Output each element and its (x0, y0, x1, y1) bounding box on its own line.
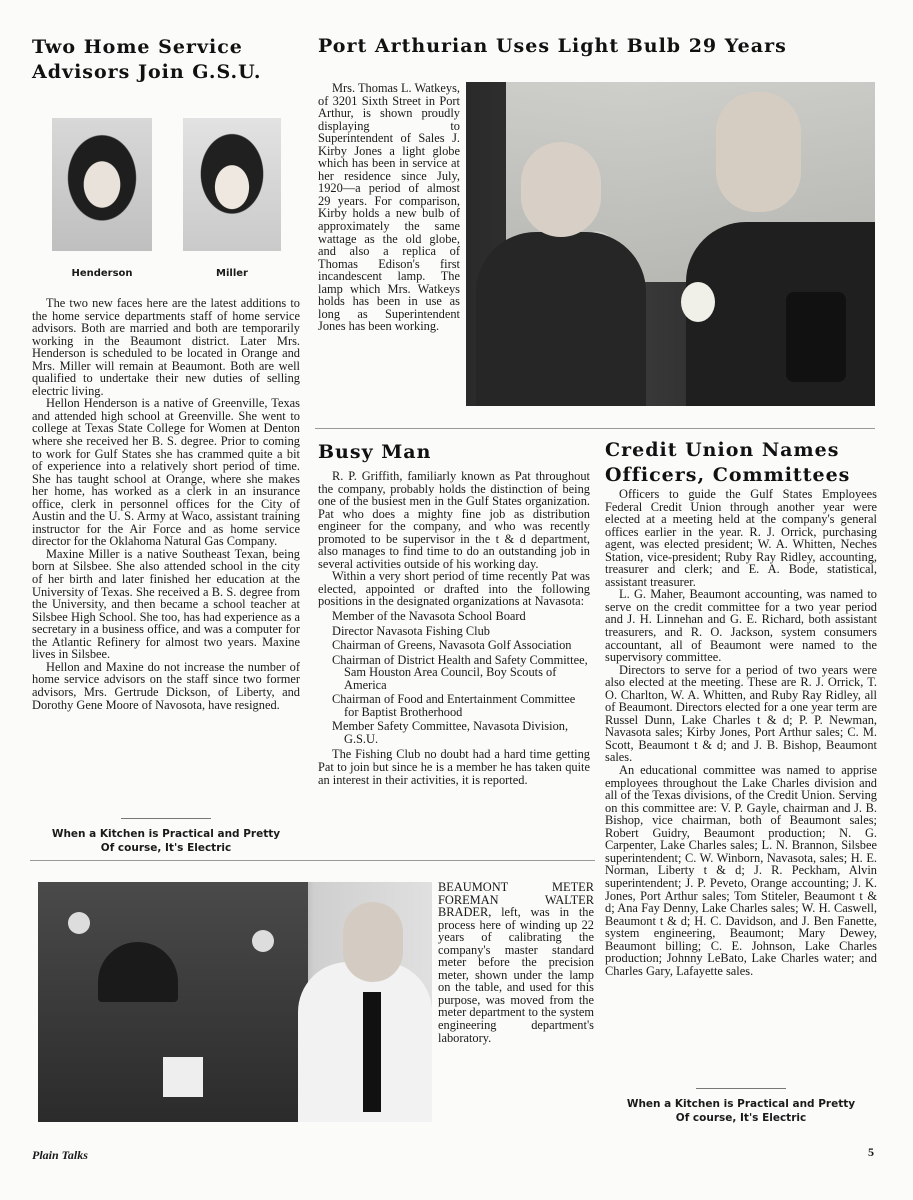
slogan-line: When a Kitchen is Practical and Pretty (626, 1098, 856, 1110)
paragraph: R. P. Griffith, familiarly known as Pat throughout the company, probably holds the distinction of being one of the busiest men in the Gulf States organization. Pat who does a mighty fine job as distribution engineer for the company, and who was recently promoted to be supervisor in the t & d department, also manages to find time to do an outstanding job in several activities outside of his working day. (318, 469, 590, 571)
slogan-line: Of course, It's Electric (675, 1112, 807, 1124)
paragraph: BEAUMONT METER FOREMAN WALTER BRADER, left, was in the process here of winding up 22 years of calibrating the company's master standard meter before the precision meter, shown under the lamp on the table, and used for this purpose, was moved from the meter department to the system engineering department's laboratory. (438, 880, 594, 1045)
busyman-headline: Busy Man (318, 441, 432, 463)
position-item: Chairman of Greens, Navasota Golf Association (332, 638, 572, 653)
slogan-line: When a Kitchen is Practical and Pretty (51, 828, 281, 840)
slogan-line: Of course, It's Electric (100, 842, 232, 854)
henderson-photo (52, 118, 152, 251)
paragraph: Hellon and Maxine do not increase the number of home service advisors on the staff since two former advisors, Mrs. Gertrude Dickson, of Liberty, and Dorothy Gene Moore of Navosota, have resigned. (32, 659, 300, 712)
busyman-body (318, 470, 590, 786)
advisors-headline: Two Home Service Advisors Join G.S.U. (32, 36, 262, 83)
paragraph: Hellon Henderson is a native of Greenville, Texas and attended high school at Greenville. She went to college at Texas State College for Women at Denton where she received her B. S. degree. Prior to coming to work for Gulf States she has crammed quite a bit of experience into a relatively short period of time. She has taught school at Orange, where she makes her home, has worked as a clerk in an insurance office, clerk in personnel offices for the City of Austin and the U. S. Army at Waco, assistant training instructor for the Air Force and as home service director for the Oklahoma Natural Gas Company. (32, 396, 300, 549)
henderson-caption: Henderson (71, 268, 133, 279)
advisors-slogan (32, 818, 300, 855)
lightbulb-photo (466, 82, 875, 406)
creditunion-headline: Credit Union Names Officers, Committees (605, 439, 851, 486)
meter-photo (38, 882, 432, 1122)
miller-photo (183, 118, 281, 251)
position-item: Member of the Navasota School Board (332, 609, 526, 624)
paragraph: Mrs. Thomas L. Watkeys, of 3201 Sixth Street in Port Arthur, is shown proudly displaying to Superintendent of Sales J. Kirby Jones a light globe which has been in service at her residence since July, 1920—a period of almost 29 years. For comparison, Kirby holds a new bulb of approximately the same wattage as the old globe, and also a replica of Thomas Edison's first incandescent lamp. The lamp which Mrs. Watkeys holds has been in use as long as Superintendent Jones has been working. (318, 81, 460, 334)
paragraph: The two new faces here are the latest additions to the home service departments staff of home service advisors. Both are married and both are temporarily working in the Beaumont district. Later Mrs. Henderson is scheduled to be located in Orange and Mrs. Miller will remain at Beaumont. Both are well qualified to undertake their new duties of selling electric living. (32, 296, 300, 398)
lightbulb-headline: Port Arthurian Uses Light Bulb 29 Years (318, 35, 787, 57)
paragraph: The Fishing Club no doubt had a hard time getting Pat to join but since he is a member he has taken quite an interest in their activities, it is reported. (318, 747, 590, 787)
paragraph: Directors to serve for a period of two years were also elected at the meeting. These are R. J. Orrick, T. O. Charlton, W. A. Whitten, and Ruby Ray Ridley, all of Beaumont. Directors elected for a one year term are Russel Dunn, Lake Charles t & d; P. P. Newman, Navasota sales; Kirby Jones, Port Arthur sales; C. M. Scott, Beaumont t & d; and J. B. Bishop, Beaumont sales. (605, 662, 877, 765)
divider (696, 1088, 786, 1089)
position-item: Member Safety Committee, Navasota Division, G.S.U. (332, 719, 569, 746)
page-number: 5 (868, 1145, 874, 1159)
miller-caption: Miller (216, 268, 248, 279)
creditunion-body (605, 488, 877, 977)
paragraph: An educational committee was named to apprise employees throughout the Lake Charles division and all of the Texas divisions, of the Credit Union. Serving on this committee are: V. P. Gayle, chairman and J. B. Bishop, vice chairman, both of Beaumont sales; Robert Guidry, Beaumont production; N. G. Carpenter, Lake Charles sales; L. N. Brannon, Silsbee superintendent; C. W. Winborn, Navasota, sales; H. E. Norman, Liberty t & d; J. R. Peckham, Alvin superintendent; J. P. Peveto, Orange accounting; J. K. Jones, Port Arthur sales; Tom Stiteler, Beaumont t & d; Ana Fay Denny, Lake Charles sales; W. H. Caswell, Beaumont t & d; H. C. Davidson, and J. Ben Fanette, system engineering, Beaumont; Mary Dewey, Beaumont billing; C. E. Johnson, Lake Charles production; Johnny LeBato, Lake Charles water; and Charles Gary, Lafayette sales. (605, 763, 877, 978)
paragraph: Within a very short period of time recently Pat was elected, appointed or drafted into the following positions in the designated organizations at Navasota: (318, 569, 590, 609)
section-divider (315, 428, 875, 429)
publication-name: Plain Talks (32, 1148, 88, 1162)
paragraph: L. G. Maher, Beaumont accounting, was named to serve on the credit committee for a two year period and J. H. Linnehan and G. E. Richard, both assistant treasurers, and R. O. Jackson, system consumers accountant, all of Beaumont were named to the supervisory committee. (605, 587, 877, 665)
position-item: Chairman of Food and Entertainment Committee for Baptist Brotherhood (332, 692, 576, 719)
lightbulb-body (318, 82, 460, 333)
position-item: Chairman of District Health and Safety Committee, Sam Houston Area Council, Boy Scouts of America (332, 652, 588, 692)
paragraph: Maxine Miller is a native Southeast Texan, being born at Silsbee. She also attended school in the city of her birth and later finished her education at the University of Texas. She received a B. S. degree from the University, and then became a school teacher at Silsbee High School. She too, has had experience as a secretary in a business office, and was a computer for the Atlantic Refinery for almost two years. Maxine lives in Silsbee. (32, 546, 300, 662)
paragraph: Officers to guide the Gulf States Employees Federal Credit Union through another year were elected at a meeting held at the company's general offices earlier in the year. R. J. Orrick, purchasing agent, was elected president; W. A. Whitten, Neches Station, vice-president; Ruby Ray Ridley, accounting, treasurer and clerk; and E. A. Bode, statistical, assistant treasurer. (605, 487, 877, 589)
meter-caption (438, 881, 594, 1044)
section-divider (30, 860, 595, 861)
position-item: Director Navasota Fishing Club (332, 623, 490, 638)
creditunion-slogan (605, 1088, 877, 1125)
advisors-body (32, 297, 300, 711)
divider (121, 818, 211, 819)
